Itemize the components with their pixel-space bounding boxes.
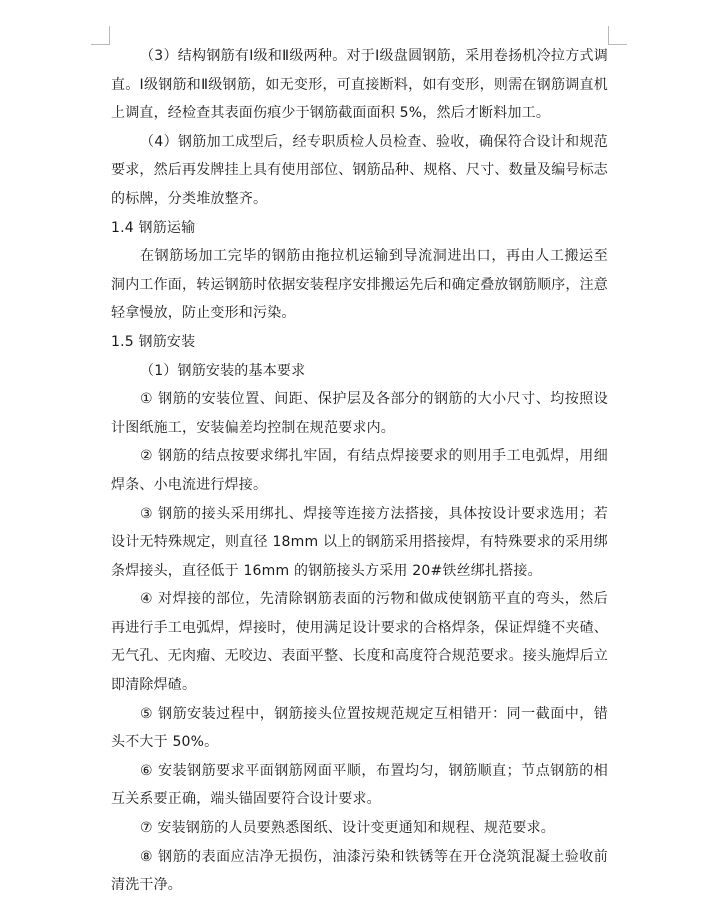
- subheading-basic-requirements: （1）钢筋安装的基本要求: [140, 362, 306, 379]
- list-item-joint-method: ③ 钢筋的接头采用绑扎、焊接等连接方法搭接，具体按设计要求选用；若设计无特殊规定，则直径 18mm 以上的钢筋采用搭接焊，有特殊要求的采用绑条焊接头，直径低于 16mm 的钢筋接头方采用 20#铁丝绑扎搭接。: [111, 505, 608, 579]
- crop-mark-top-right: [608, 26, 627, 45]
- list-item-installation-position: ① 钢筋的安装位置、间距、保护层及各部分的钢筋的大小尺寸、均按照设计图纸施工，安装偏差均控制在规范要求内。: [111, 391, 608, 436]
- section-heading-rebar-installation: 1.5 钢筋安装: [111, 333, 196, 350]
- list-item-personnel-familiarity: ⑦ 安装钢筋的人员要熟悉图纸、设计变更通知和规程、规范要求。: [140, 820, 555, 837]
- crop-mark-top-left: [91, 26, 110, 45]
- paragraph-rebar-inspection: （4）钢筋加工成型后，经专职质检人员检查、验收，确保符合设计和规范要求，然后再发牌挂上具有使用部位、钢筋品种、规格、尺寸、数量及编号标志的标牌，分类堆放整齐。: [111, 133, 608, 207]
- list-item-mesh-flatness: ⑥ 安装钢筋要求平面钢筋网面平顺，布置均匀，钢筋顺直；节点钢筋的相互关系要正确，端头锚固要符合设计要求。: [111, 762, 608, 808]
- section-heading-rebar-transport: 1.4 钢筋运输: [111, 219, 196, 236]
- paragraph-structural-rebar-straightening: （3）结构钢筋有Ⅰ级和Ⅱ级两种。对于Ⅰ级盘圆钢筋，采用卷扬机冷拉方式调直。Ⅰ级钢筋和Ⅱ级钢筋，如无变形，可直接断料，如有变形，则需在钢筋调直机上调直，经检查其表面伤痕少于钢筋截面面积 5%，然后才断料加工。: [111, 48, 608, 122]
- list-item-joint-staggering: ⑤ 钢筋安装过程中，钢筋接头位置按规范规定互相错开：同一截面中，错头不大于 50%。: [111, 705, 608, 751]
- paragraph-rebar-transport: 在钢筋场加工完毕的钢筋由拖拉机运输到导流洞进出口，再由人工搬运至洞内工作面，转运钢筋时依据安装程序安排搬运先后和确定叠放钢筋顺序，注意轻拿慢放，防止变形和污染。: [111, 248, 608, 322]
- list-item-node-binding: ② 钢筋的结点按要求绑扎牢固，有结点焊接要求的则用手工电弧焊，用细焊条、小电流进行焊接。: [111, 448, 608, 493]
- list-item-welding-parts: ④ 对焊接的部位，先清除钢筋表面的污物和做成使钢筋平直的弯头，然后再进行手工电弧焊，焊接时，使用满足设计要求的合格焊条，保证焊缝不夹碴、无气孔、无肉瘤、无咬边、表面平整、长度和高度符合规范要求。接头施焊后立即清除焊碴。: [111, 591, 608, 694]
- document-body: [111, 42, 608, 900]
- list-item-surface-cleanliness: ⑧ 钢筋的表面应洁净无损伤，油漆污染和铁锈等在开仓浇筑混凝土验收前清洗干净。: [111, 848, 608, 894]
